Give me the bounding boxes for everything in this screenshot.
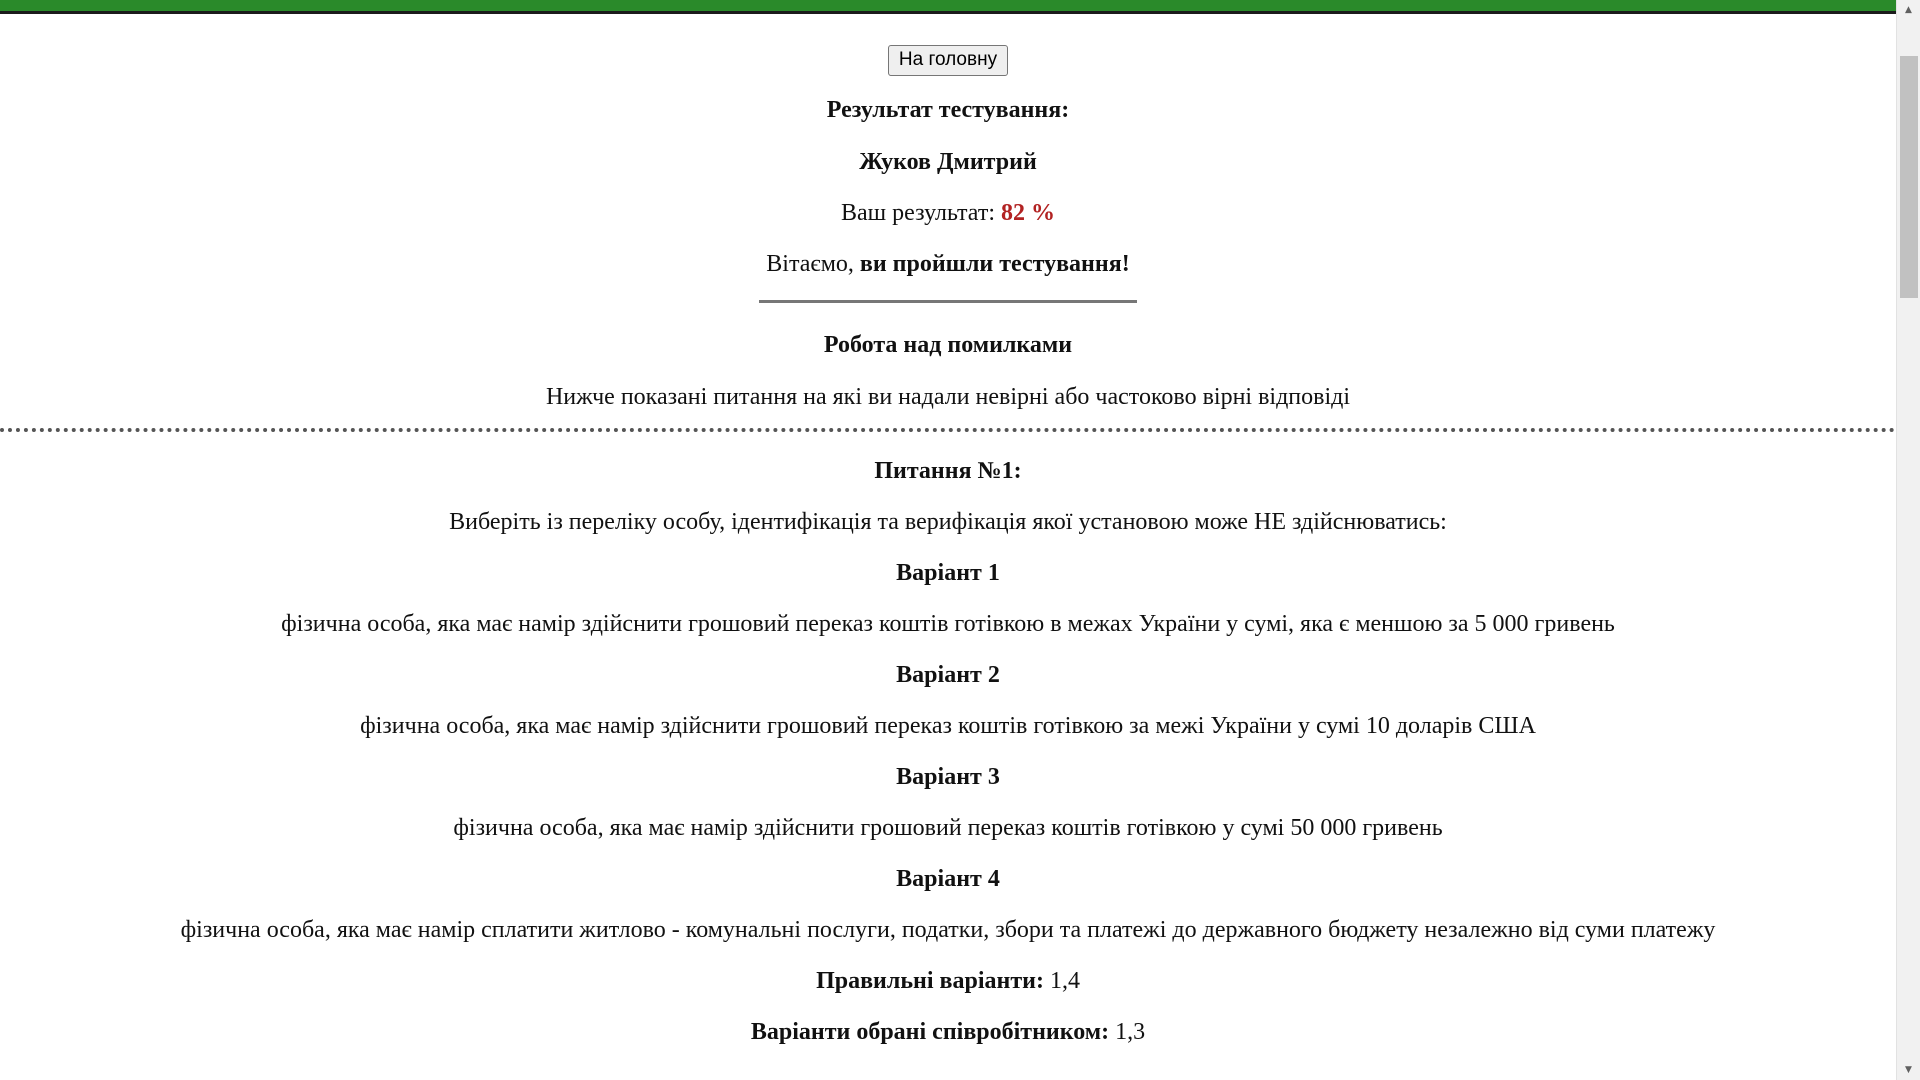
score-line: [0, 199, 1896, 227]
main-content: [0, 14, 1896, 1046]
option-text: фізична особа, яка має намір здійснити грошовий переказ коштів готівкою в межах України у сумі, яка є меншою за 5 000 гривень: [281, 611, 1615, 637]
correct-answers-label: Правильні варіанти:: [816, 968, 1044, 994]
dotted-separator: [0, 428, 1896, 432]
correct-answers-line: [0, 967, 1896, 995]
option-label: Варіант 4: [896, 866, 1000, 892]
question-title: Питання №1:: [874, 458, 1022, 484]
score-label: Ваш результат:: [841, 200, 995, 226]
review-title: Робота над помилками: [823, 332, 1073, 358]
chosen-answers-label: Варіанти обрані співробітником:: [750, 1019, 1110, 1045]
option-text: фізична особа, яка має намір здійснити грошовий переказ коштів готівкою у сумі 50 000 гривень: [453, 815, 1443, 841]
chosen-answers-line: [0, 1018, 1896, 1046]
result-title: Результат тестування:: [826, 97, 1070, 123]
scrollbar-thumb[interactable]: [1900, 56, 1918, 298]
scroll-down-arrow-icon[interactable]: ▼: [1905, 1065, 1912, 1075]
option-label: Варіант 1: [896, 560, 1000, 586]
congrats-line: [0, 250, 1896, 278]
correct-answers-value: 1,4: [1049, 968, 1080, 994]
home-button[interactable]: На головну: [888, 45, 1008, 76]
top-green-bar: [0, 0, 1896, 14]
option-text: фізична особа, яка має намір здійснити грошовий переказ коштів готівкою за межі України у сумі 10 доларів США: [360, 713, 1536, 739]
score-value: 82 %: [1000, 200, 1055, 226]
option-label: Варіант 2: [896, 662, 1000, 688]
congrats-prefix: Вітаємо,: [766, 251, 854, 277]
person-name: Жуков Дмитрий: [859, 149, 1037, 175]
chosen-answers-value: 1,3: [1115, 1019, 1146, 1045]
scroll-up-arrow-icon[interactable]: ▲: [1905, 5, 1912, 15]
question-text: Виберіть із переліку особу, ідентифікація та верифікація якої установою може НЕ здійснюватись:: [449, 509, 1447, 535]
option-text: фізична особа, яка має намір сплатити житлово - комунальні послуги, податки, збори та платежі до державного бюджету незалежно від суми платежу: [180, 917, 1716, 943]
section-divider: [759, 300, 1137, 303]
option-label: Варіант 3: [896, 764, 1000, 790]
review-note: Нижче показані питання на які ви надали невірні або частоково вірні відповіді: [545, 384, 1351, 410]
vertical-scrollbar[interactable]: [1896, 0, 1920, 1080]
congrats-message: ви пройшли тестування!: [859, 251, 1130, 277]
